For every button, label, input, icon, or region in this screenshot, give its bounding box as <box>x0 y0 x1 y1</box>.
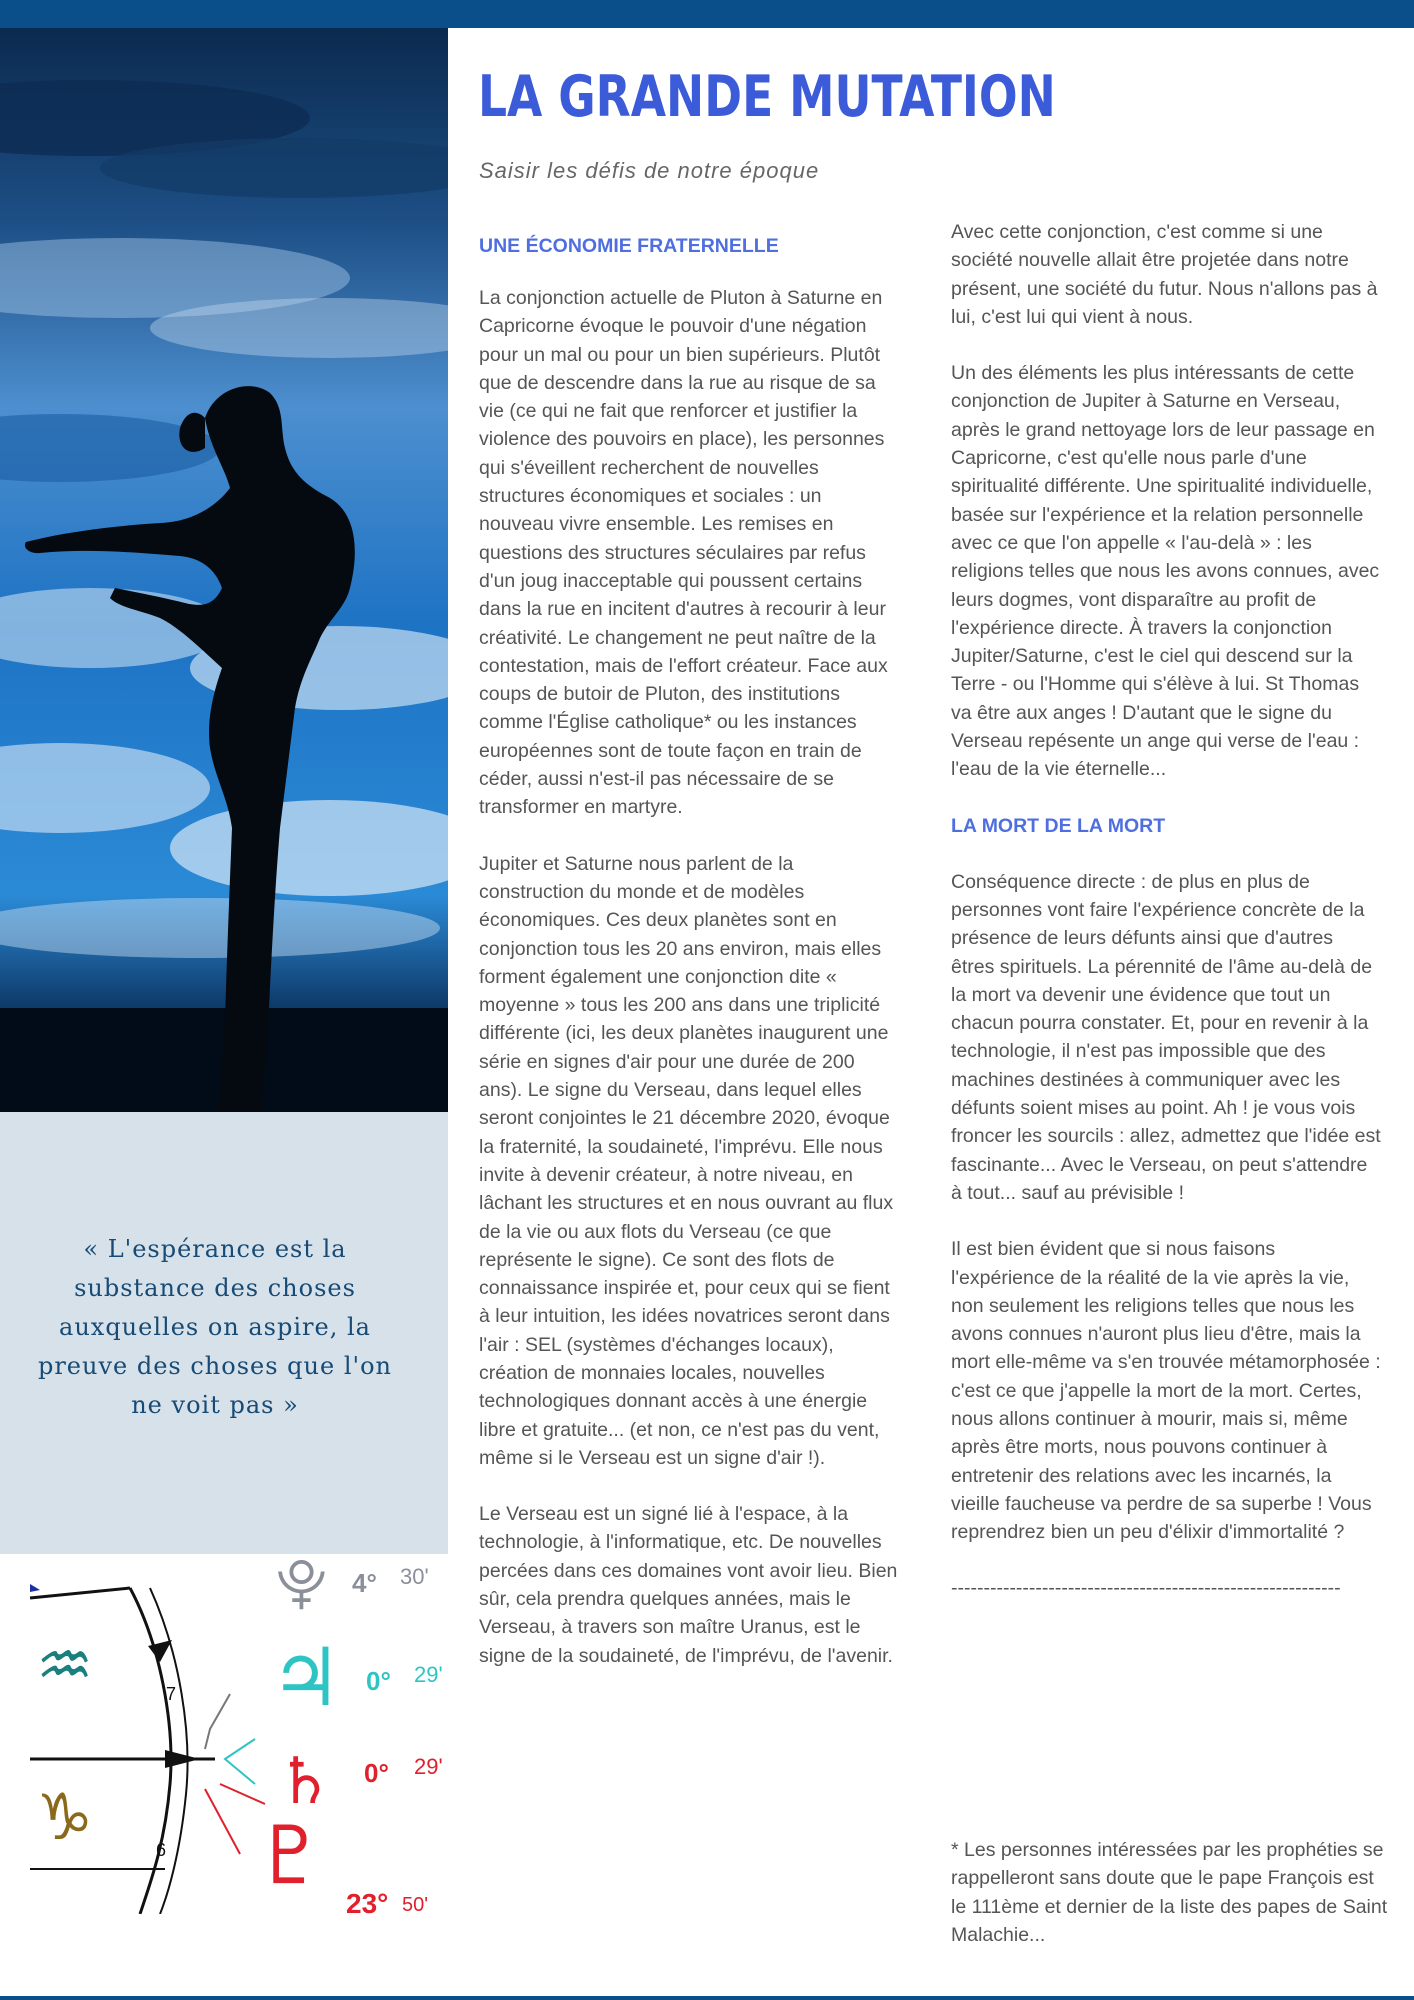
quote-panel <box>0 1112 448 1554</box>
paragraph: Le Verseau est un signé lié à l'espace, à la technologie, à l'informatique, etc. De nouvelles percées dans ces domaines vont avoir lieu. Bien sûr, cela prendra quelques années, mais le Verseau, à travers son maître Uranus, est le signe de la soudaineté, de l'imprévu, de l'avenir. <box>479 1503 898 1667</box>
right-text-column <box>951 218 1381 1631</box>
left-text-column <box>479 228 899 1698</box>
page-title: LA GRANDE MUTATION <box>478 64 1056 130</box>
saturn-min: 29' <box>414 1754 443 1779</box>
planet-deg-1: 4° <box>352 1568 377 1598</box>
section-heading-economy: UNE ÉCONOMIE FRATERNELLE <box>479 235 779 257</box>
paragraph: Avec cette conjonction, c'est comme si une société nouvelle allait être projetée dans notre présent, une société du futur. Nous n'allons pas à lui, c'est lui qui vient à nous. <box>951 221 1378 328</box>
paragraph: La conjonction actuelle de Pluton à Saturne en Capricorne évoque le pouvoir d'une négation pour un mal ou pour un bien supérieurs. Plutôt que de descendre dans la rue au risque de sa vie (ce qui ne fait que renforcer et justifier la violence des pouvoirs en place), les personnes qui s'éveillent recherchent de nouvelles structures économiques et sociales : un nouveau vivre ensemble. Les remises en questions des structures séculaires par refus d'un joug inacceptable qui poussent certains dans la rue en incitent d'autres à recourir à leur créativité. Le changement ne peut naître de la contestation, mais de l'effort créateur. Face aux coups de butoir de Pluton, des institutions comme l'Église catholique* ou les instances européennes sont de toute façon en train de céder, aussi n'est-il pas nécessaire de se transformer en martyre. <box>479 287 888 819</box>
capricorn-glyph-icon: ♑ <box>36 1781 94 1855</box>
saturn-deg: 0° <box>364 1758 389 1788</box>
saturn-glyph-icon: ♄ <box>276 1745 334 1819</box>
top-banner-bar <box>0 0 1414 28</box>
tick-label-6: 6 <box>156 1840 167 1860</box>
paragraph: Un des éléments les plus intéressants de cette conjonction de Jupiter à Saturne en Verseau, après le grand nettoyage lors de leur passage en Capricorne, c'est qu'elle nous parle d'une spiritualité différente. Une spiritualité individuelle, basée sur l'expérience et la relation personnelle avec ce que l'on appelle « l'au-delà » : les religions telles que nous les avons connues, avec leurs dogmes, vont disparaître au profit de l'expérience directe. À travers la conjonction Jupiter/Saturne, c'est le ciel qui descend sur la Terre - ou l'Homme qui s'élève à lui. St Thomas va être aux anges ! D'autant que le signe du Verseau repésente un ange qui verse de l'eau : l'eau de la vie éternelle... <box>951 362 1380 781</box>
section-heading-death: LA MORT DE LA MORT <box>951 814 1166 837</box>
jupiter-deg: 0° <box>366 1666 391 1696</box>
bottom-banner-bar <box>0 1996 1414 2000</box>
aquarius-glyph-icon: ♒ <box>36 1629 94 1703</box>
pluto-glyph-icon: ♇ <box>254 1809 326 1902</box>
page-subtitle: Saisir les défis de notre époque <box>479 158 820 183</box>
jupiter-glyph-icon: ♃ <box>270 1631 342 1724</box>
pluto-deg: 23° <box>346 1888 389 1914</box>
astrology-chart-image <box>0 1554 448 1914</box>
tick-label-7: 7 <box>166 1684 177 1704</box>
silhouette-photo <box>0 28 448 1112</box>
jupiter-min: 29' <box>414 1662 443 1687</box>
planet-glyph-1: ⯓ <box>276 1554 327 1614</box>
pull-quote: « L'espérance est la substance des choses auxquelles on aspire, la preuve des choses que l'on ne voit pas » <box>37 1235 393 1419</box>
pluto-min: 50' <box>402 1894 429 1914</box>
paragraph: Il est bien évident que si nous faisons l'expérience de la réalité de la vie après la vie, non seulement les religions telles que nous les avons connues n'auront plus lieu d'être, mais la mort elle-même va s'en trouvée métamorphosée : c'est ce que j'appelle la mort de la mort. Certes, nous allons continuer à mourir, mais si, même après être morts, nous pouvons continuer à entretenir des relations avec les incarnés, la vieille faucheuse va perdre de sa superbe ! Vous reprendrez bien un peu d'élixir d'immortalité ? <box>951 1238 1381 1544</box>
footnote: * Les personnes intéressées par les prophéties se rappelleront sans doute que le pape François est le 111ème et dernier de la liste des papes de Saint Malachie... <box>951 1839 1388 1946</box>
paragraph: Jupiter et Saturne nous parlent de la construction du monde et de modèles économiques. Ces deux planètes sont en conjonction tous les 20 ans environ, mais elles forment également une conjonction dite « moyenne » tous les 200 ans dans une triplicité différente (ici, les deux planètes inaugurent une série en signes d'air pour une durée de 200 ans). Le signe du Verseau, dans lequel elles seront conjointes le 21 décembre 2020, évoque la fraternité, la soudaineté, l'imprévu. Elle nous invite à devenir créateur, à notre niveau, en lâchant les structures et en nous ouvrant au flux de la vie ou aux flots du Verseau (ce que représente le signe). Ce sont des flots de connaissance inspirée et, pour ceux qui se fient à leur intuition, les idées novatrices seront dans l'air : SEL (systèmes d'échanges locaux), création de monnaies locales, nouvelles technologiques donnant accès à une énergie libre et gratuite... (et non, ce n'est pas du vent, même si le Verseau est un signe d'air !). <box>479 852 894 1469</box>
dashed-separator: ------------------------------------------------------------ <box>951 1577 1341 1600</box>
paragraph: Conséquence directe : de plus en plus de personnes vont faire l'expérience concrète de la présence de leurs défunts ainsi que d'autres êtres spirituels. La pérennité de l'âme au-delà de la mort va devenir une évidence que tout un chacun pourra constater. Et, pour en revenir à la technologie, il n'est pas impossible que des machines destinées à communiquer avec les défunts soient mises au point. Ah ! je vous vois froncer les sourcils : allez, admettez que l'idée est fascinante... Avec le Verseau, on peut s'attendre à tout... sauf au prévisible ! <box>951 870 1381 1204</box>
planet-min-1: 30' <box>400 1564 429 1589</box>
